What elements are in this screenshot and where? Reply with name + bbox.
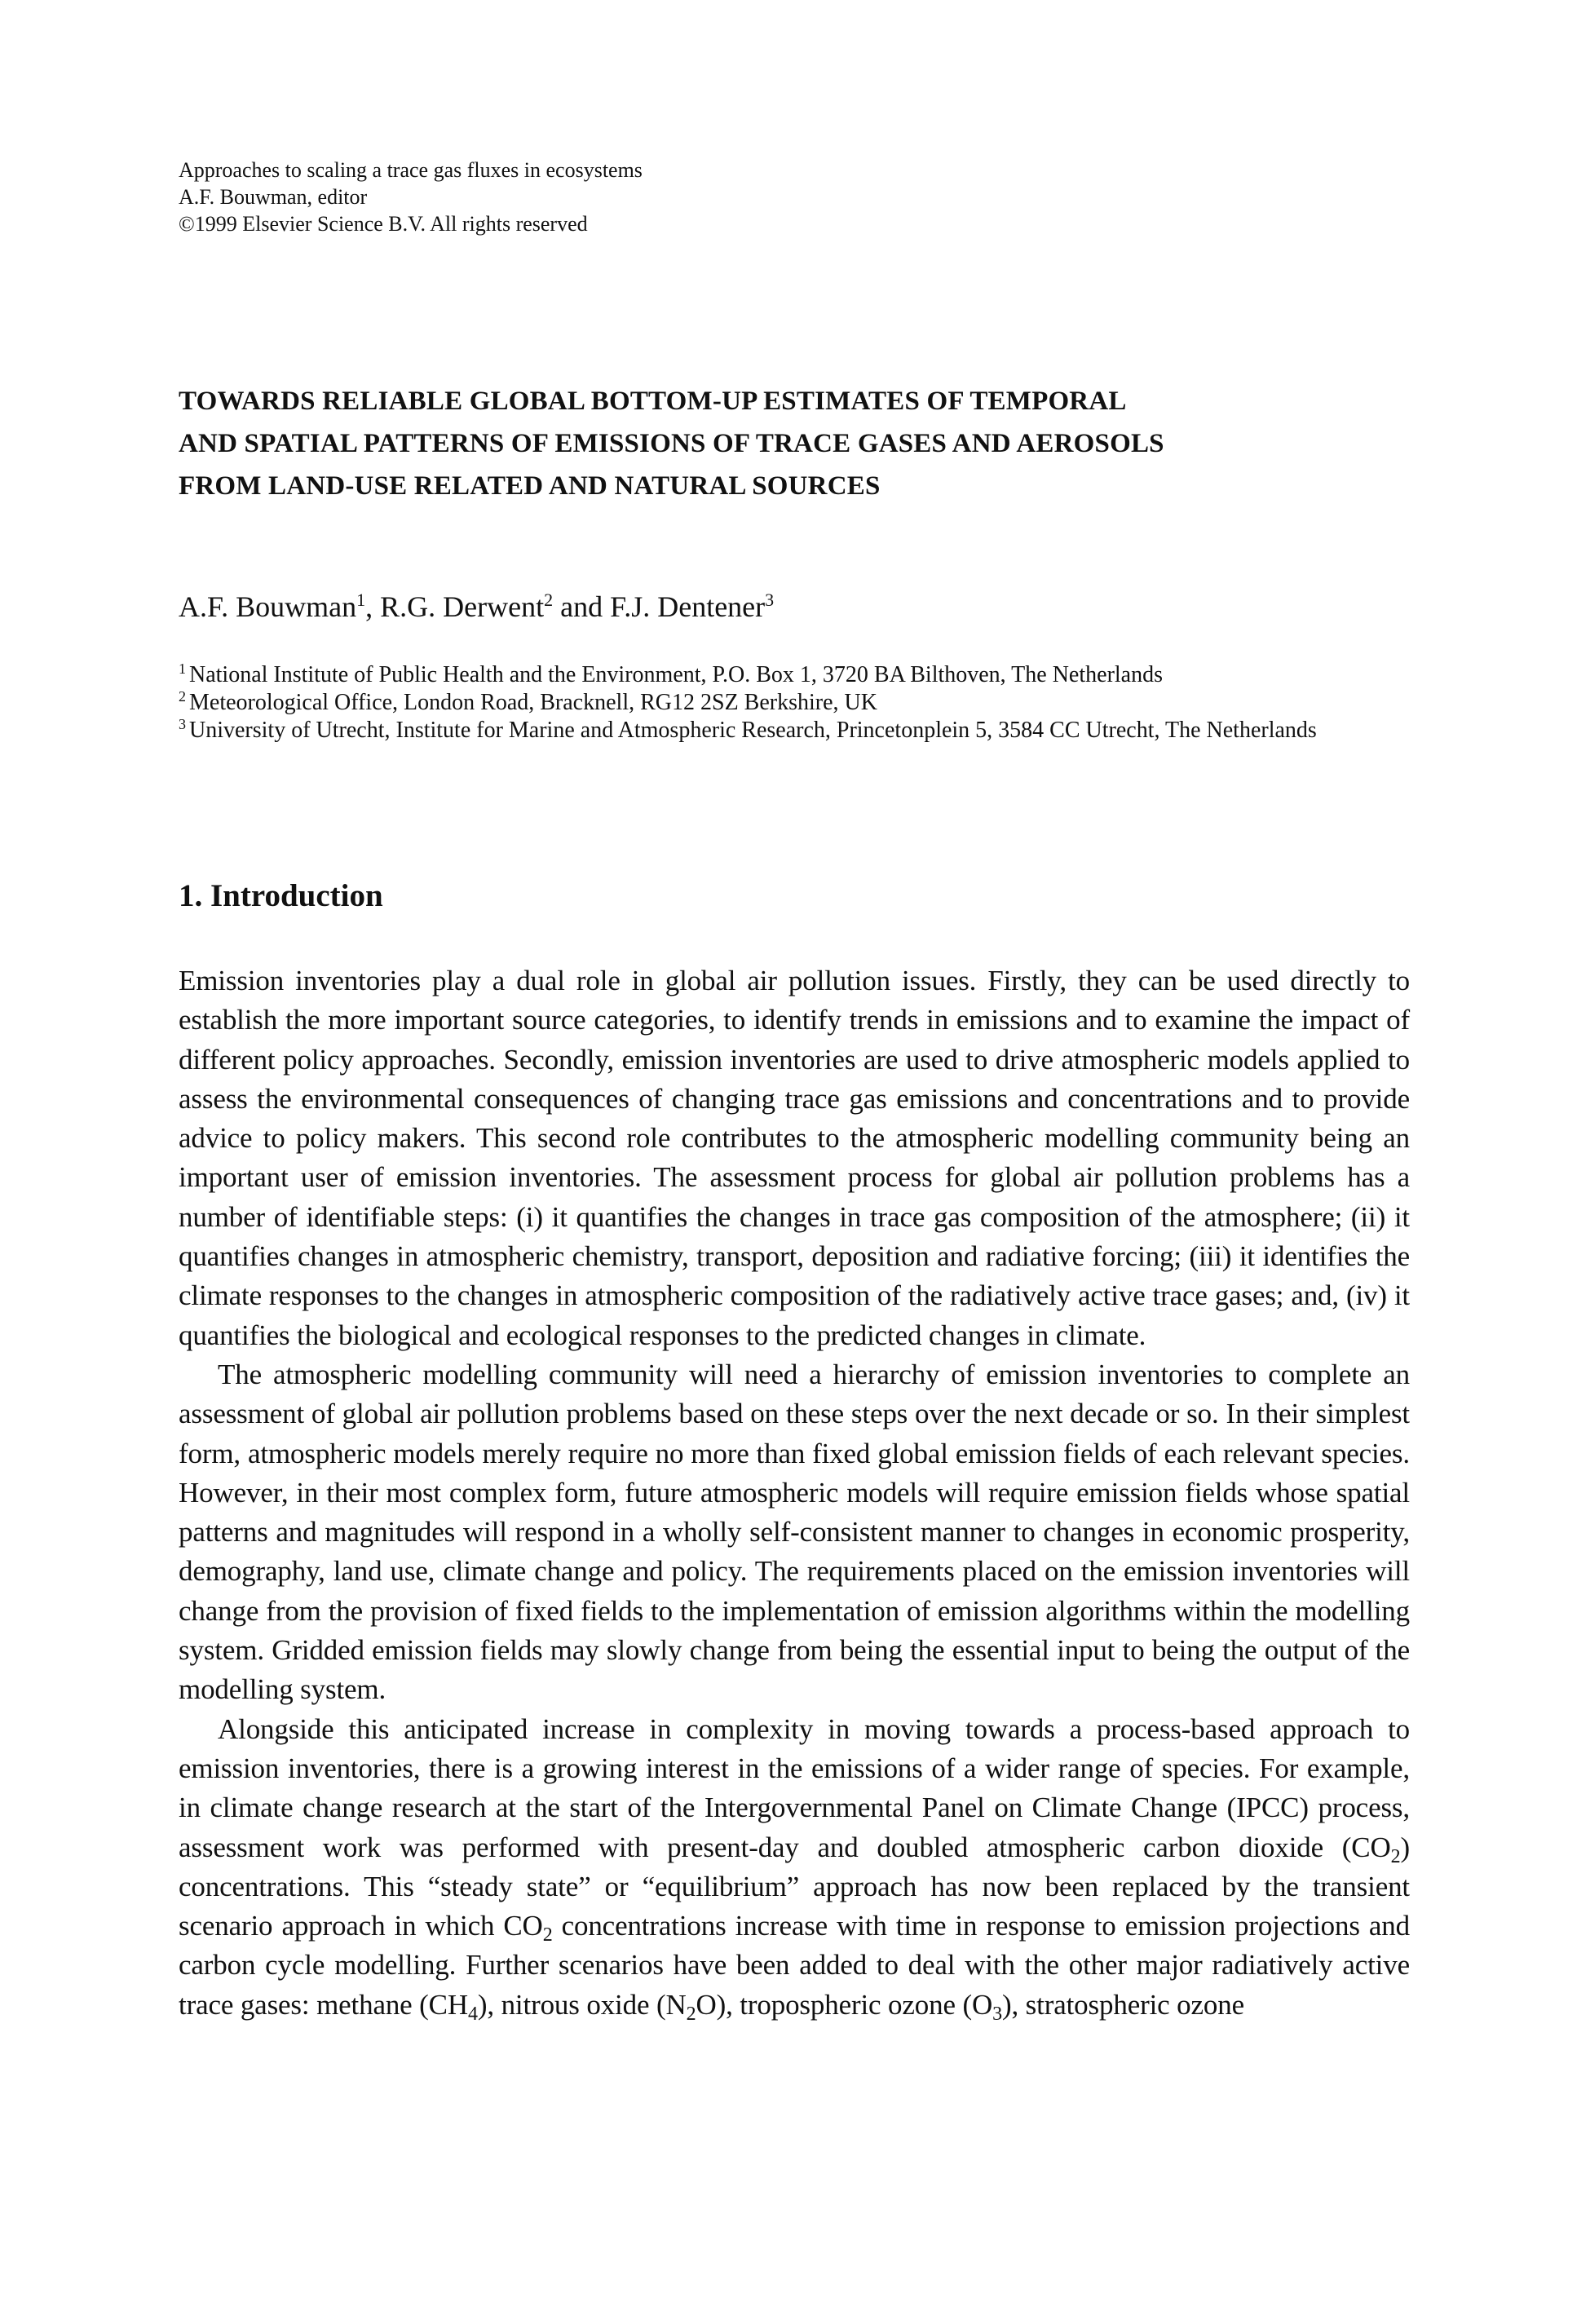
subscript: 3 (992, 2003, 1002, 2025)
title-line-3: FROM LAND-USE RELATED AND NATURAL SOURCES (179, 471, 881, 501)
affiliation-text: Meteorological Office, London Road, Bracknell, RG12 2SZ Berkshire, UK (189, 690, 877, 715)
publication-header (179, 157, 1075, 237)
paragraph-3-text: ), nitrous oxide (N (477, 1988, 687, 2021)
paragraph-1: Emission inventories play a dual role in global air pollution issues. Firstly, they can be used directly to establish the more important source categories, to identify trends in emissions and to examine the impact of different policy approaches. Secondly, emission inventories are used to drive atmospheric models applied to assess the environmental consequences of changing trace gas emissions and concentrations and to provide advice to policy makers. This second role contributes to the atmospheric modelling community being an important user of emission inventories. The assessment process for global air pollution problems has a number of identifiable steps: (i) it quantifies the changes in trace gas composition of the atmosphere; (ii) it quantifies changes in atmospheric chemistry, transport, deposition and radiative forcing; (iii) it identifies the climate responses to the changes in atmospheric composition of the radiatively active trace gases; and, (iv) it quantifies the biological and ecological responses to the predicted changes in climate. (179, 965, 1410, 1351)
title-line-2: AND SPATIAL PATTERNS OF EMISSIONS OF TRACE GASES AND AEROSOLS (179, 429, 1164, 458)
book-title-line: Approaches to scaling a trace gas fluxes in ecosystems (179, 158, 643, 182)
paper-title (179, 380, 1418, 507)
paragraph-3-text: concentrations increase with time in response to emission projections and carbon cycle modelling. Further scenarios have been added to deal with the other major radiatively active trace gases: methane (CH (179, 1910, 1410, 2021)
subscript: 4 (468, 2003, 478, 2025)
subscript: 2 (542, 1924, 553, 1946)
paragraph-3-text: ) concentrations. This “steady state” or “equilibrium” approach has now been replaced by the transient scenario approach in which CO (179, 1831, 1410, 1942)
affiliation-item (179, 717, 1418, 744)
paragraph-3 (179, 1710, 1410, 2025)
paragraph-3-text: O), tropospheric ozone (O (696, 1988, 993, 2021)
editor-line: A.F. Bouwman, editor (179, 185, 368, 209)
author-affiliation-mark: 2 (544, 590, 554, 610)
author-name: A.F. Bouwman (179, 590, 357, 623)
copyright-line: ©1999 Elsevier Science B.V. All rights reserved (179, 212, 588, 236)
title-line-1: TOWARDS RELIABLE GLOBAL BOTTOM-UP ESTIMATES OF TEMPORAL (179, 387, 1127, 416)
author-name: R.G. Derwent (380, 590, 545, 623)
author-separator: , (365, 590, 381, 623)
body-text (179, 961, 1410, 2025)
affiliation-item (179, 689, 1418, 717)
paragraph-3-text: ), stratospheric ozone (1001, 1988, 1244, 2021)
subscript: 2 (1390, 1845, 1401, 1867)
paragraph-3-text: Alongside this anticipated increase in complexity in moving towards a process-based approach to emission inventories, there is a growing interest in the emissions of a wider range of species. For example, in climate change research at the start of the Intergovernmental Panel on Climate Change (IPCC) process, assessment work was performed with present-day and doubled atmospheric carbon dioxide (CO (179, 1712, 1410, 1863)
section-heading: 1. Introduction (179, 878, 383, 913)
author-name: F.J. Dentener (610, 590, 766, 623)
affiliation-text: University of Utrecht, Institute for Marine and Atmospheric Research, Princetonplein 5, 3584 CC Utrecht, The Netherlands (189, 718, 1317, 743)
subscript: 2 (686, 2003, 696, 2025)
affiliation-text: National Institute of Public Health and the Environment, P.O. Box 1, 3720 BA Bilthoven, The Netherlands (189, 662, 1163, 687)
paragraph-2: The atmospheric modelling community will need a hierarchy of emission inventories to complete an assessment of global air pollution problems based on these steps over the next decade or so. In their simplest form, atmospheric models merely require no more than fixed global emission fields of each relevant species. However, in their most complex form, future atmospheric models will require emission fields whose spatial patterns and magnitudes will respond in a wholly self-consistent manner to changes in economic prosperity, demography, land use, climate change and policy. The requirements placed on the emission inventories will change from the provision of fixed fields to the implementation of emission algorithms within the modelling system. Gridded emission fields may slowly change from being the essential input to being the output of the modelling system. (179, 1358, 1410, 1706)
affiliation-number: 2 (179, 688, 186, 705)
author-separator: and (553, 590, 611, 623)
affiliation-number: 3 (179, 716, 186, 732)
affiliation-item (179, 661, 1418, 689)
author-affiliation-mark: 1 (356, 590, 366, 610)
affiliation-list (179, 661, 1418, 744)
author-list (179, 589, 774, 625)
affiliation-number: 1 (179, 661, 186, 677)
author-affiliation-mark: 3 (765, 590, 775, 610)
